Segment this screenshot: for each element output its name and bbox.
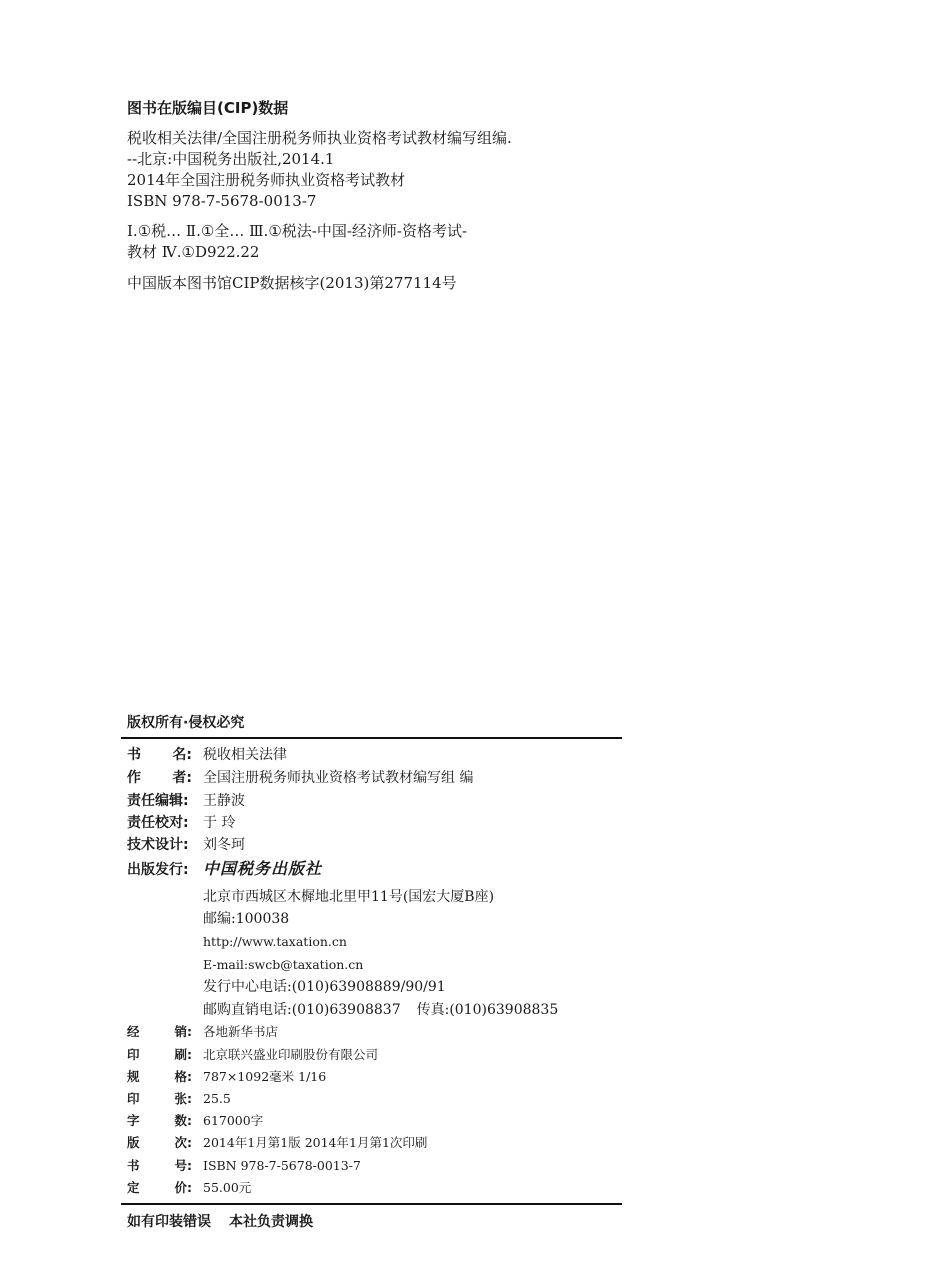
info-row-printer [127,1045,378,1065]
publisher-website: http://www.taxation.cn [203,934,347,949]
value-book-name: 税收相关法律 [203,747,287,763]
label-author: 作 者: [127,770,192,786]
publisher-contact-line [203,1000,558,1020]
info-row-words [127,1111,263,1131]
info-row-format [127,1067,326,1087]
cip-record-number: 中国版本图书馆CIP数据核字(2013)第277114号 [127,274,457,292]
value-words: 617000字 [203,1113,264,1128]
bottom-divider [121,1203,622,1205]
info-row-publisher [127,859,322,879]
value-edition: 2014年1月第1版 2014年1月第1次印刷 [203,1135,428,1150]
cip-title-line: 税收相关法律/全国注册税务师执业资格考试教材编写组编. [127,129,512,147]
value-editor: 王静波 [203,793,245,809]
cip-classification-line-1: Ⅰ.①税… Ⅱ.①全… Ⅲ.①税法-中国-经济师-资格考试- [127,222,468,240]
label-isbn: 书 号: [127,1158,192,1173]
value-designer: 刘冬珂 [203,837,245,853]
footer-notice [127,1211,313,1231]
value-printer: 北京联兴盛业印刷股份有限公司 [203,1047,379,1062]
cip-isbn-line: ISBN 978-7-5678-0013-7 [127,192,317,210]
publisher-distribution-phone: 发行中心电话:(010)63908889/90/91 [203,979,446,995]
label-publisher: 出版发行: [127,862,189,878]
cip-classification-line-2: 教材 Ⅳ.①D922.22 [127,243,260,261]
publisher-logo: 中国税务出版社 [203,859,323,878]
publisher-mail-order-phone: 邮购直销电话:(010)63908837 [203,1002,401,1018]
rights-notice: 版权所有·侵权必究 [127,715,245,731]
value-format: 787×1092毫米 1/16 [203,1069,327,1084]
label-words: 字 数: [127,1113,192,1128]
cip-publisher-line: --北京:中国税务出版社,2014.1 [127,150,335,168]
label-designer: 技术设计: [127,837,189,853]
info-row-editor [127,791,245,811]
publisher-address: 北京市西城区木樨地北里甲11号(国宏大厦B座) [203,889,495,905]
label-printer: 印 刷: [127,1047,192,1062]
info-row-price [127,1178,251,1198]
label-editor: 责任编辑: [127,793,189,809]
info-row-edition [127,1133,427,1153]
info-row-author [127,768,473,788]
footer-notice-part-1: 如有印装错误 [127,1214,211,1230]
value-price: 55.00元 [203,1180,252,1195]
top-divider [121,737,622,739]
publisher-postcode: 邮编:100038 [203,911,290,927]
label-price: 定 价: [127,1180,192,1195]
value-author: 全国注册税务师执业资格考试教材编写组 编 [203,770,474,786]
info-row-isbn [127,1156,361,1176]
label-edition: 版 次: [127,1135,192,1150]
value-sheets: 25.5 [203,1091,231,1106]
info-row-proofreader [127,813,235,833]
info-row-book-name [127,745,287,765]
info-row-designer [127,835,245,855]
info-row-distributor [127,1022,278,1042]
label-sheets: 印 张: [127,1091,192,1106]
info-row-sheets [127,1089,231,1109]
cip-series-line: 2014年全国注册税务师执业资格考试教材 [127,171,406,189]
publisher-fax: 传真:(010)63908835 [416,1002,559,1018]
cip-block [127,98,627,294]
label-proofreader: 责任校对: [127,815,189,831]
value-isbn: ISBN 978-7-5678-0013-7 [203,1158,361,1173]
value-distributor: 各地新华书店 [203,1024,279,1039]
footer-notice-part-2: 本社负责调换 [229,1214,313,1230]
label-distributor: 经 销: [127,1024,192,1039]
publisher-email: E-mail:swcb@taxation.cn [203,957,364,972]
cip-heading: 图书在版编目(CIP)数据 [127,99,289,117]
label-book-name: 书 名: [127,747,192,763]
value-proofreader: 于 玲 [203,815,236,831]
label-format: 规 格: [127,1069,192,1084]
